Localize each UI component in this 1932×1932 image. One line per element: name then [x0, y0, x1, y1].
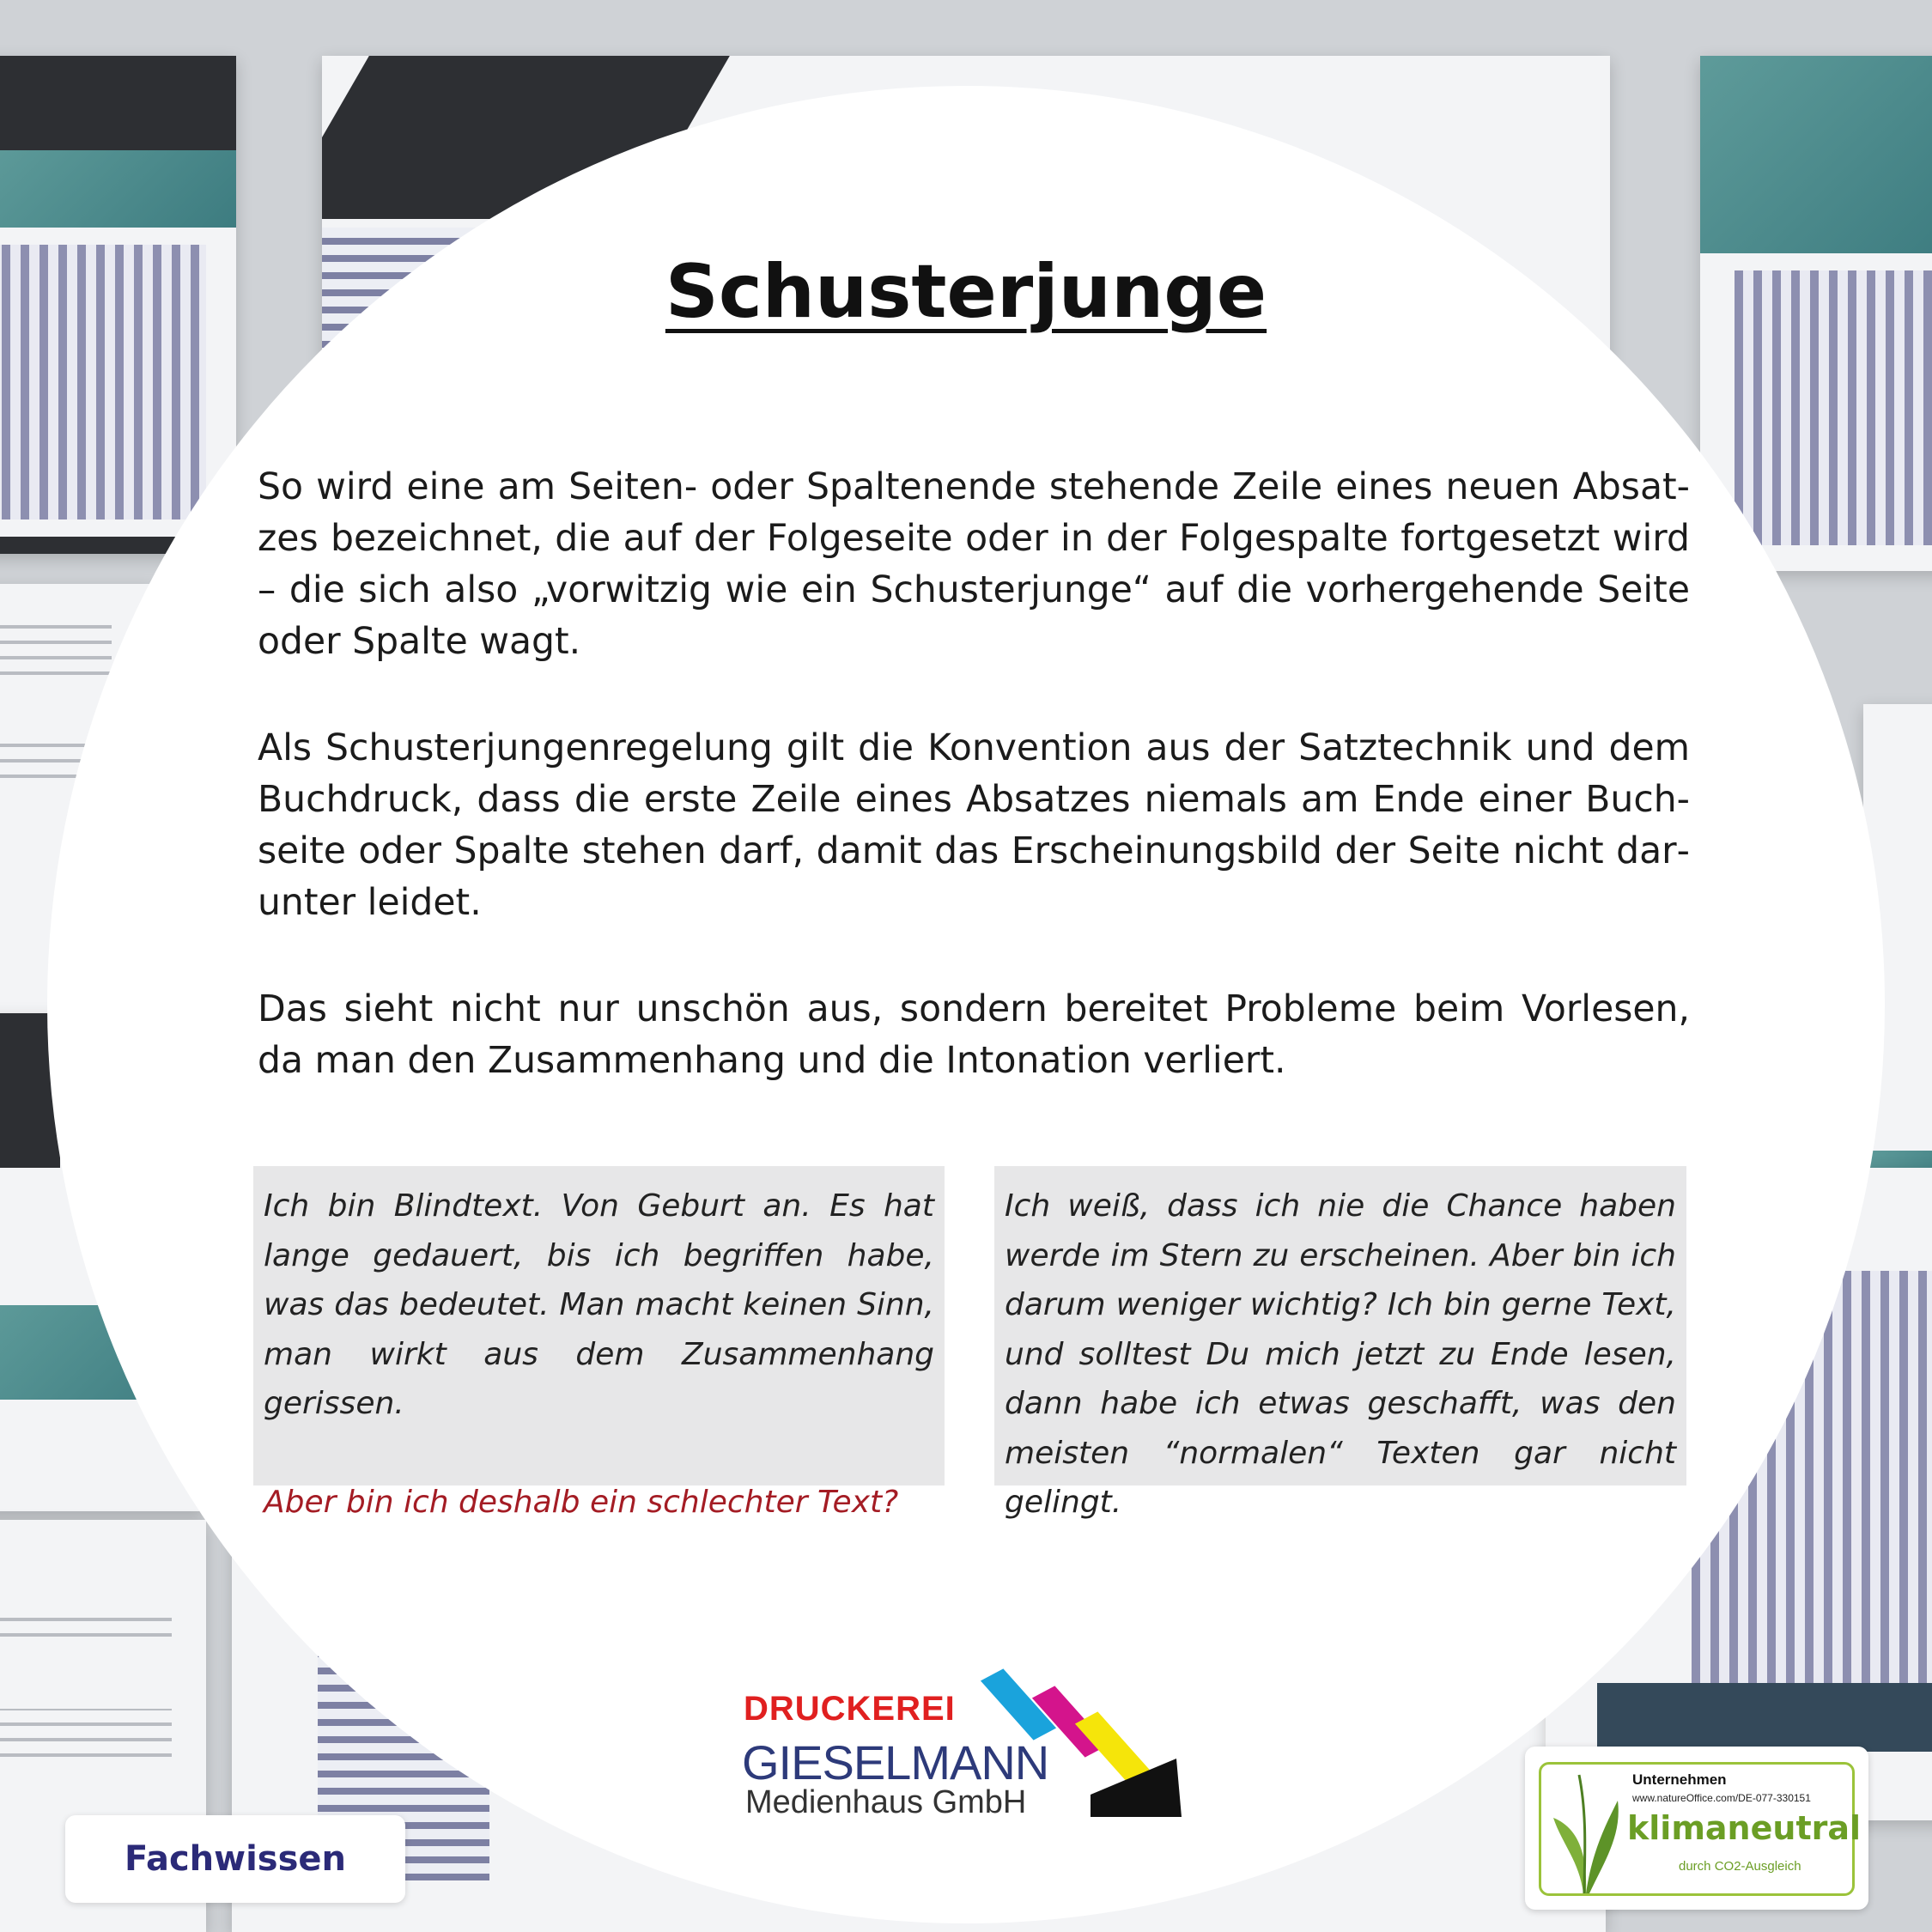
logo-line-2: GIESELMANN	[742, 1735, 1049, 1789]
example-box-right	[994, 1166, 1686, 1520]
company-logo	[738, 1666, 1185, 1820]
badge-line-3: klimaneutral	[1627, 1809, 1862, 1847]
logo-line-1: DRUCKEREI	[744, 1690, 956, 1728]
badge-line-2: www.natureOffice.com/DE-077-330151	[1632, 1792, 1811, 1804]
climate-badge-frame	[1539, 1762, 1862, 1896]
climate-badge	[1525, 1747, 1868, 1910]
leaf-icon	[1545, 1766, 1622, 1895]
paragraph-1: So wird eine am Seiten- oder Spaltenende stehende Zeile eines neuen Absatzes bezeichnet, die auf der Folgeseite oder in der Folgespalte fortgesetzt wird – die sich also „vorwitzig wie ein Schusterjunge“ auf die vorhergehende Seite oder Spalte wagt.	[258, 466, 1690, 663]
category-tag	[65, 1815, 405, 1903]
category-tag-label: Fachwissen	[124, 1839, 347, 1879]
example-left-highlight: Aber bin ich deshalb ein schlechter Text?	[264, 1485, 899, 1520]
example-box-left	[253, 1166, 945, 1520]
paragraph-2: Als Schusterjungenregelung gilt die Konvention aus der Satztechnik und dem Buchdruck, dass die erste Zeile eines Absatzes niemals am Ende einer Buchseite oder Spalte stehen darf, damit das Erscheinungsbild der Seite nicht darunter leidet.	[258, 727, 1690, 924]
paragraph-3: Das sieht nicht nur unschön aus, sondern bereitet Probleme beim Vorlesen, da man den Zusammenhang und die Intonation verliert.	[258, 988, 1690, 1082]
badge-line-1: Unternehmen	[1632, 1771, 1727, 1788]
page-title: Schusterjunge	[665, 249, 1267, 335]
badge-line-4: durch CO2-Ausgleich	[1679, 1859, 1801, 1874]
logo-line-3: Medienhaus GmbH	[745, 1784, 1027, 1820]
example-left-text: Ich bin Blindtext. Von Geburt an. Es hat lange gedauert, bis ich begriffen habe, was das bedeutet. Man macht keinen Sinn, man wirkt aus dem Zusammenhang gerissen.	[264, 1188, 934, 1421]
example-right-text: Ich weiß, dass ich nie die Chance haben werde im Stern zu erscheinen. Aber bin ich darum weniger wichtig? Ich bin gerne Text, und solltest Du mich jetzt zu Ende lesen, dann habe ich etwas geschafft, was den meisten “normalen“ Texten gar nicht gelingt.	[1005, 1188, 1676, 1520]
main-text	[258, 462, 1690, 1142]
